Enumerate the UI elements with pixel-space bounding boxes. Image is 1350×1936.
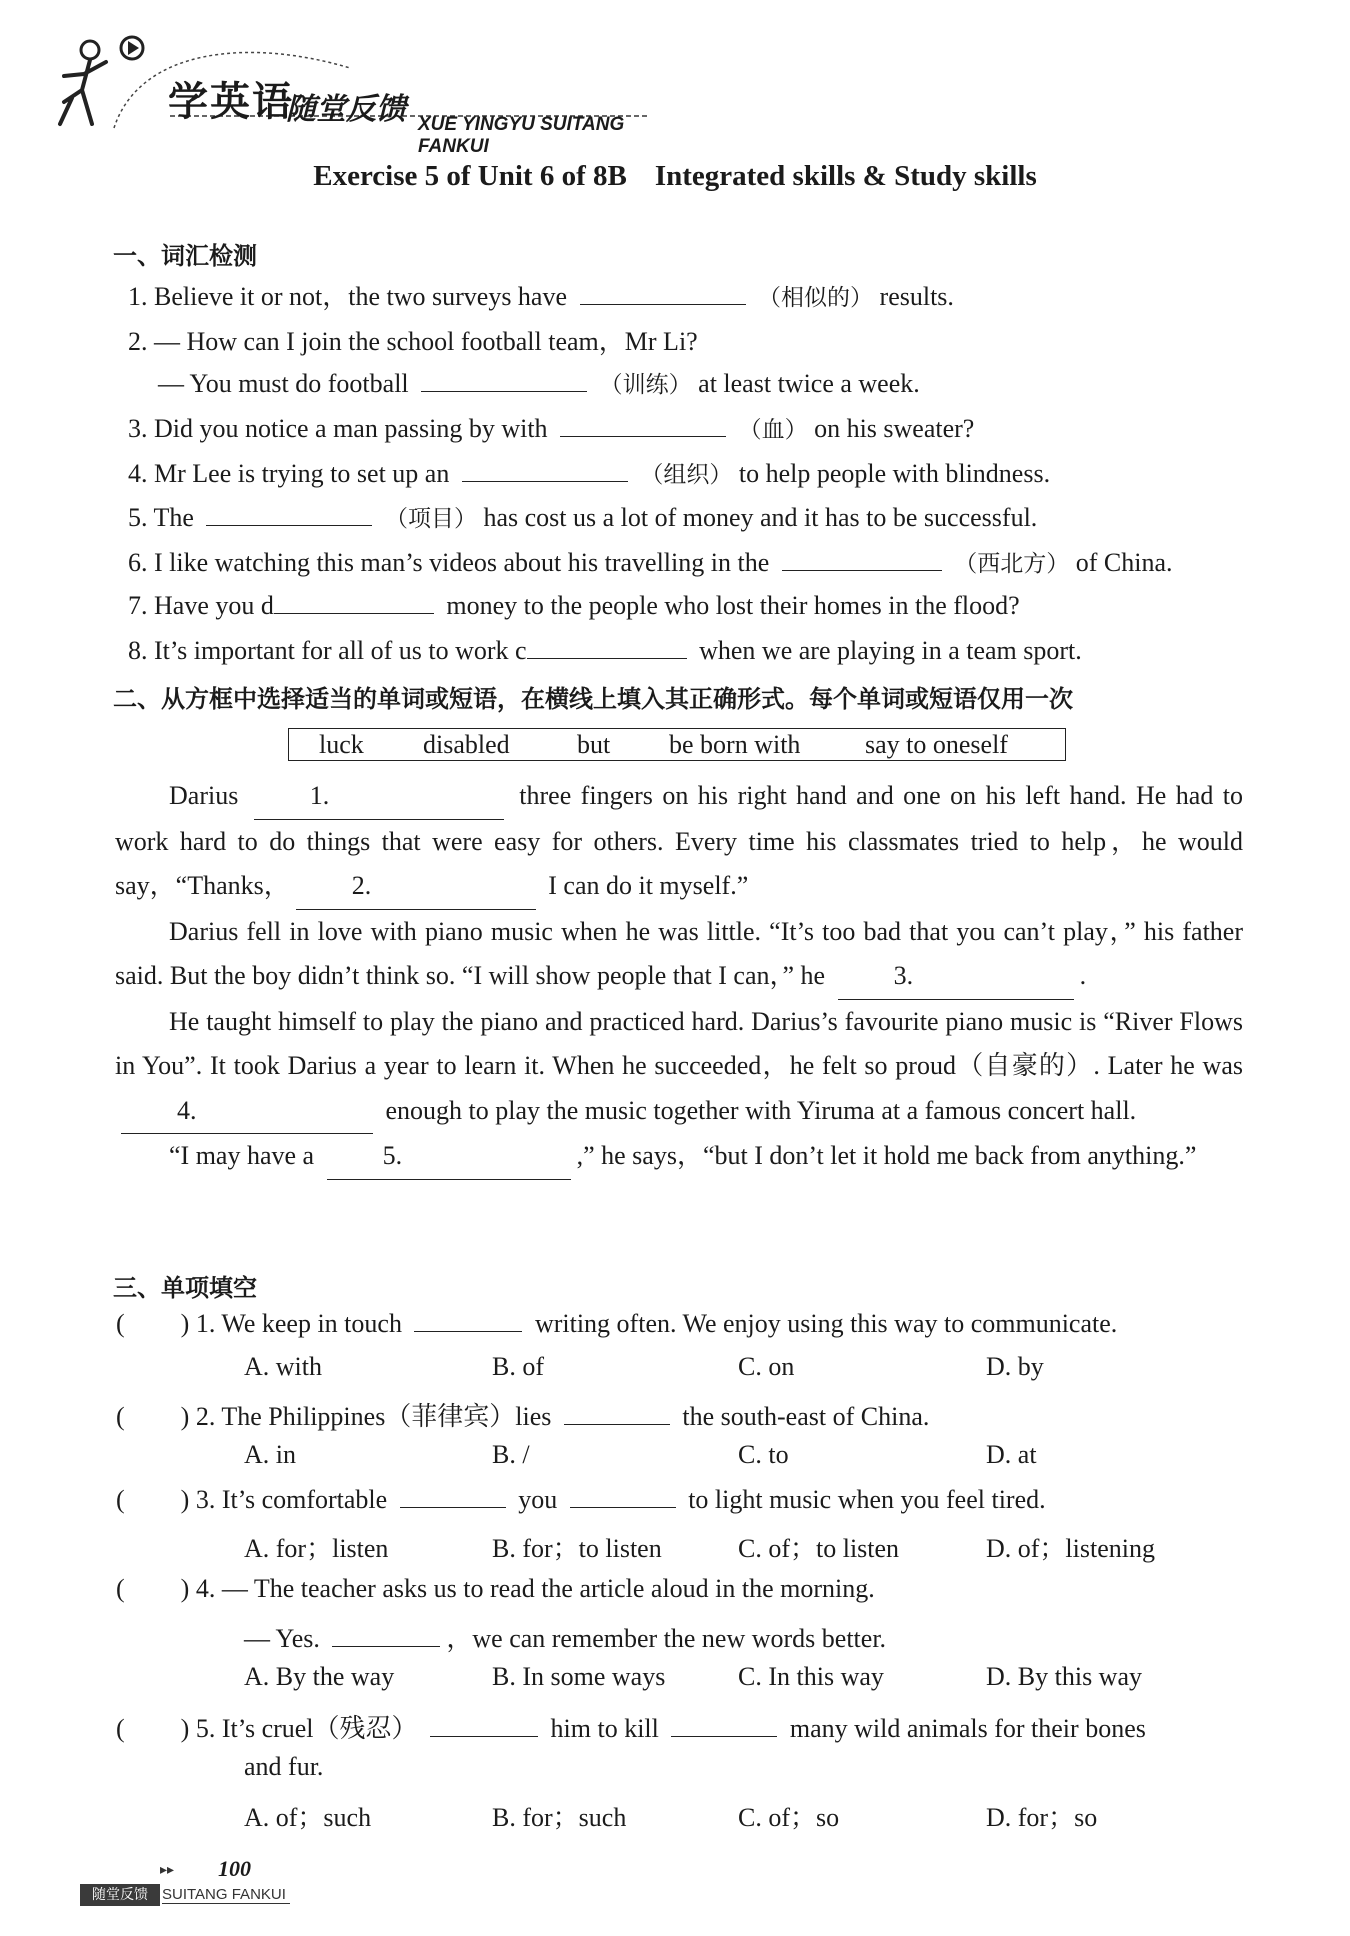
item-hint: （相似的） bbox=[758, 285, 874, 311]
option-a[interactable]: A. By the way bbox=[244, 1662, 395, 1691]
answer-paren: ( bbox=[116, 1714, 125, 1743]
word-option: disabled bbox=[423, 730, 510, 759]
mc-question-4-line-2 bbox=[244, 1618, 886, 1655]
item-text: Have you d bbox=[154, 591, 274, 620]
answer-blank[interactable] bbox=[527, 635, 687, 659]
mc-question-2 bbox=[116, 1396, 929, 1433]
answer-blank[interactable] bbox=[671, 1713, 777, 1737]
question-text: him to kill bbox=[550, 1714, 659, 1743]
option-c[interactable]: C. of；so bbox=[738, 1803, 840, 1832]
question-text: We keep in touch bbox=[221, 1309, 402, 1338]
question-text: ，we can remember the new words better. bbox=[446, 1624, 887, 1653]
item-text: to help people with blindness. bbox=[738, 459, 1051, 488]
question-number: ) 5. bbox=[180, 1714, 216, 1743]
word-option: luck bbox=[319, 730, 364, 759]
option-a[interactable]: A. of；such bbox=[244, 1803, 372, 1832]
option-d[interactable]: D. at bbox=[986, 1440, 1037, 1469]
footer-label: SUITANG FANKUI bbox=[162, 1886, 290, 1904]
answer-blank[interactable] bbox=[332, 1623, 440, 1647]
question-number: ) 1. bbox=[180, 1309, 216, 1338]
question-text: writing often. We enjoy using this way to communicate. bbox=[534, 1309, 1118, 1338]
mc-question-3 bbox=[116, 1484, 1046, 1515]
page-number: 100 bbox=[218, 1856, 251, 1881]
option-a[interactable]: A. for；listen bbox=[244, 1534, 389, 1563]
option-d[interactable]: D. By this way bbox=[986, 1662, 1142, 1691]
item-hint: （训练） bbox=[599, 372, 692, 398]
answer-blank[interactable] bbox=[782, 547, 942, 571]
item-hint: （组织） bbox=[640, 462, 733, 488]
passage-blank-5[interactable]: 5. bbox=[327, 1134, 571, 1180]
section-3-heading: 三、单项填空 bbox=[113, 1274, 257, 1302]
word-option: be born with bbox=[669, 730, 801, 759]
answer-blank[interactable] bbox=[564, 1401, 670, 1425]
option-a[interactable]: A. in bbox=[244, 1440, 296, 1469]
question-text: It’s cruel（残忍） bbox=[221, 1714, 418, 1743]
passage-paragraph-1: Darius 1. three fingers on his right hand and one on his left hand. He had to work hard to do things that were easy for others. Every time his classmates tried to help，he would say，“Thanks， 2. I can do it myself.” bbox=[115, 774, 1243, 910]
passage-paragraph-4: “I may have a 5. ,” he says，“but I don’t let it hold me back from anything.” bbox=[115, 1134, 1243, 1180]
item-text: on his sweater? bbox=[814, 414, 975, 443]
answer-blank[interactable] bbox=[421, 368, 587, 392]
item-text: of China. bbox=[1075, 548, 1173, 577]
item-text: The bbox=[153, 503, 194, 532]
vocab-item-4 bbox=[128, 456, 1050, 489]
vocab-item-7 bbox=[128, 590, 1020, 621]
answer-blank[interactable] bbox=[580, 281, 746, 305]
vocab-item-1 bbox=[128, 276, 954, 313]
option-b[interactable]: B. for；such bbox=[492, 1803, 627, 1832]
passage-blank-1[interactable]: 1. bbox=[254, 774, 504, 820]
question-text: — Yes. bbox=[244, 1624, 320, 1653]
passage-paragraph-3: He taught himself to play the piano and practiced hard. Darius’s favourite piano music is “River Flows in You”. It took Darius a year to learn it. When he succeeded，he felt so proud（自豪的）. Later he was 4. enough to play the music together with Yiruma at a famous concert hall. bbox=[115, 1000, 1243, 1135]
item-text: It’s important for all of us to work c bbox=[154, 636, 527, 665]
logo-title-cn: 学英语 bbox=[168, 79, 294, 125]
answer-paren: ( bbox=[116, 1485, 125, 1514]
item-text: has cost us a lot of money and it has to be successful. bbox=[483, 503, 1038, 532]
vocab-item-5 bbox=[128, 500, 1037, 533]
option-d[interactable]: D. by bbox=[986, 1352, 1044, 1381]
passage-blank-4[interactable]: 4. bbox=[121, 1089, 373, 1135]
answer-blank[interactable] bbox=[206, 502, 372, 526]
question-text: It’s comfortable bbox=[221, 1485, 388, 1514]
option-d[interactable]: D. for；so bbox=[986, 1803, 1098, 1832]
mc-question-5-line-2 bbox=[244, 1752, 323, 1782]
option-d[interactable]: D. of；listening bbox=[986, 1534, 1155, 1563]
section-2-heading: 二、从方框中选择适当的单词或短语，在横线上填入其正确形式。每个单词或短语仅用一次 bbox=[113, 685, 1073, 713]
mc-question-5 bbox=[116, 1708, 1146, 1745]
question-text: many wild animals for their bones bbox=[789, 1714, 1146, 1743]
option-a[interactable]: A. with bbox=[244, 1352, 322, 1381]
item-number: 2. bbox=[128, 327, 148, 356]
option-c[interactable]: C. to bbox=[738, 1440, 789, 1469]
option-b[interactable]: B. of bbox=[492, 1352, 544, 1381]
vocab-item-2 bbox=[128, 321, 698, 358]
section-1-heading: 一、词汇检测 bbox=[113, 242, 257, 270]
item-hint: （项目） bbox=[384, 506, 477, 532]
question-text: The Philippines（菲律宾）lies bbox=[221, 1402, 552, 1431]
answer-blank[interactable] bbox=[560, 413, 726, 437]
item-number: 7. bbox=[128, 591, 148, 620]
item-hint: （血） bbox=[738, 417, 808, 443]
passage bbox=[115, 774, 1243, 1180]
answer-blank[interactable] bbox=[274, 590, 434, 614]
passage-paragraph-2: Darius fell in love with piano music when he was little. “It’s too bad that you can’t play，” his father said. But the boy didn’t think so. “I will show people that I can，” he 3. . bbox=[115, 910, 1243, 1000]
item-text: — You must do football bbox=[158, 369, 409, 398]
option-b[interactable]: B. In some ways bbox=[492, 1662, 666, 1691]
answer-blank[interactable] bbox=[570, 1484, 676, 1508]
page-title bbox=[0, 160, 1350, 193]
question-text: to light music when you feel tired. bbox=[688, 1485, 1046, 1514]
passage-blank-2[interactable]: 2. bbox=[296, 864, 536, 910]
item-number: 4. bbox=[128, 459, 148, 488]
header-logo bbox=[50, 28, 670, 157]
title-part-2: Integrated skills & Study skills bbox=[654, 160, 1037, 192]
item-number: 6. bbox=[128, 548, 148, 577]
item-number: 1. bbox=[128, 282, 148, 311]
item-text: Mr Lee is trying to set up an bbox=[154, 459, 450, 488]
option-c[interactable]: C. In this way bbox=[738, 1662, 884, 1691]
vocab-item-8 bbox=[128, 635, 1082, 666]
vocab-item-2b bbox=[158, 366, 920, 399]
vocab-item-3 bbox=[128, 411, 974, 444]
item-text: I like watching this man’s videos about his travelling in the bbox=[154, 548, 770, 577]
item-text: when we are playing in a team sport. bbox=[699, 636, 1082, 665]
logo-subtitle-cn: 随堂反馈 bbox=[286, 92, 406, 127]
question-number: ) 3. bbox=[180, 1485, 216, 1514]
option-c[interactable]: C. of；to listen bbox=[738, 1534, 900, 1563]
option-b[interactable]: B. / bbox=[492, 1440, 530, 1469]
item-text: Did you notice a man passing by with bbox=[154, 414, 548, 443]
answer-paren: ( bbox=[116, 1402, 125, 1431]
answer-blank[interactable] bbox=[414, 1308, 522, 1332]
footer-badge: 随堂反馈 bbox=[80, 1884, 160, 1906]
item-text: money to the people who lost their homes in the flood? bbox=[446, 591, 1020, 620]
word-option: but bbox=[577, 730, 611, 759]
item-text: results. bbox=[879, 282, 954, 311]
item-number: 3. bbox=[128, 414, 148, 443]
answer-paren: ( bbox=[116, 1574, 125, 1603]
logo-subtitle-en: XUE YINGYU SUITANG FANKUI bbox=[418, 114, 625, 157]
item-number: 8. bbox=[128, 636, 148, 665]
footer-arrows-icon: ▸▸ bbox=[160, 1862, 175, 1878]
word-box bbox=[288, 728, 1066, 761]
item-text: — How can I join the school football team，Mr Li? bbox=[154, 327, 698, 356]
answer-blank[interactable] bbox=[400, 1484, 506, 1508]
question-text: you bbox=[518, 1485, 558, 1514]
question-number: ) 2. bbox=[180, 1402, 216, 1431]
vocab-item-6 bbox=[128, 545, 1173, 578]
item-number: 5. bbox=[128, 503, 148, 532]
item-text: Believe it or not，the two surveys have bbox=[154, 282, 568, 311]
question-text: the south-east of China. bbox=[682, 1402, 930, 1431]
answer-paren: ( bbox=[116, 1309, 125, 1338]
answer-blank[interactable] bbox=[430, 1713, 538, 1737]
question-text: and fur. bbox=[244, 1752, 324, 1781]
question-number: ) 4. bbox=[180, 1574, 216, 1603]
title-part-1: Exercise 5 of Unit 6 of 8B bbox=[313, 160, 627, 192]
mc-question-1 bbox=[116, 1308, 1117, 1339]
item-text: at least twice a week. bbox=[698, 369, 920, 398]
answer-blank[interactable] bbox=[462, 458, 628, 482]
option-c[interactable]: C. on bbox=[738, 1352, 795, 1381]
item-hint: （西北方） bbox=[954, 551, 1070, 577]
option-b[interactable]: B. for；to listen bbox=[492, 1534, 662, 1563]
mc-question-4 bbox=[116, 1574, 875, 1604]
word-option: say to oneself bbox=[865, 730, 1008, 759]
question-text: — The teacher asks us to read the article aloud in the morning. bbox=[221, 1574, 875, 1603]
passage-blank-3[interactable]: 3. bbox=[838, 954, 1074, 1000]
